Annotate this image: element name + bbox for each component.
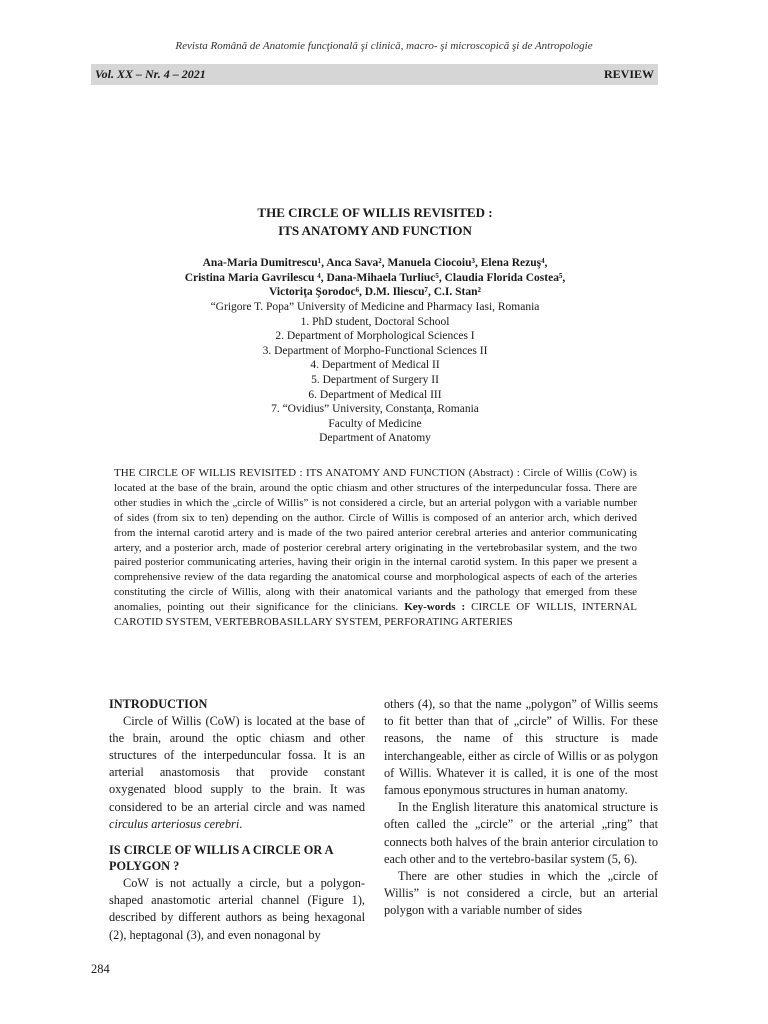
article-title xyxy=(0,204,750,240)
affiliation-line: 7. “Ovidius” University, Constanţa, Romania xyxy=(271,403,479,416)
paragraph: others (4), so that the name „polygon” of Willis seems to fit better than that of „circle” of Willis. For these reasons, the name of this structure is made interchangeable, either as circle of Willis or as polygon of Willis. Whatever it is called, it is one of the most famous eponymous structures in human anatomy. xyxy=(384,697,658,798)
paragraph: There are other studies in which the „circle of Willis” is not considered a circle, but an arterial polygon with a variable number of sides xyxy=(384,869,658,918)
title-line-1: THE CIRCLE OF WILLIS REVISITED : xyxy=(257,205,493,220)
paragraph: CoW is not actually a circle, but a polygon-shaped anastomotic arterial channel (Figure 1), described by different authors as being hexagonal (2), heptagonal (3), and even nonagonal by xyxy=(109,875,365,942)
latin-term: circulus arteriosus cerebri xyxy=(109,816,240,831)
author-list xyxy=(0,256,750,300)
paragraph: In the English literature this anatomical structure is often called the „circle” or the arterial „ring” that connects both halves of the brain anterior circulation to each other and to the vertebro-basilar system (5, 6). xyxy=(384,800,658,866)
author-line: Victoriţa Şorodoc⁶, D.M. Iliescu⁷, C.I. Stan² xyxy=(269,286,481,298)
abstract xyxy=(114,466,637,630)
affiliation-line: Department of Anatomy xyxy=(319,432,431,445)
paragraph-end: . xyxy=(239,816,243,831)
keywords: CIRCLE OF WILLIS, INTERNAL CAROTID SYSTEM, VERTEBROBASILLARY SYSTEM, PERFORATING ARTERIES xyxy=(114,601,638,629)
affiliation-line: 6. Department of Medical III xyxy=(308,388,442,401)
author-line: Ana-Maria Dumitrescu¹, Anca Sava², Manuela Ciocoiu³, Elena Rezuş⁴, xyxy=(202,257,548,269)
issue-bar xyxy=(91,64,658,85)
paragraph-text: Circle of Willis (CoW) is located at the base of the brain, around the optic chiasm and other structures of the interpeduncular fossa. It is an arterial anastomosis that provide constant oxygenated blood supply to the brain. It was considered to be an arterial circle and was named xyxy=(109,713,365,814)
affiliation-list xyxy=(0,300,750,446)
journal-name: Revista Română de Anatomie funcţională şi clinică, macro- şi microscopică şi de Antropologie xyxy=(175,40,593,52)
affiliation-line: 1. PhD student, Doctoral School xyxy=(300,315,450,328)
page-number: 284 xyxy=(91,962,110,976)
section-label: REVIEW xyxy=(603,67,654,81)
section-heading-circle-or-polygon: IS CIRCLE OF WILLIS A CIRCLE OR A POLYGON ? xyxy=(109,842,333,874)
volume-number: Vol. XX – Nr. 4 – 2021 xyxy=(95,67,206,81)
section-heading-introduction: INTRODUCTION xyxy=(109,697,208,711)
affiliation-line: 2. Department of Morphological Sciences I xyxy=(275,330,475,343)
left-column xyxy=(109,696,365,944)
author-line: Cristina Maria Gavrilescu ⁴, Dana-Mihaela Turliuc⁵, Claudia Florida Costea⁵, xyxy=(184,271,566,284)
keywords-label: Key-words : xyxy=(404,601,466,614)
affiliation-line: 5. Department of Surgery II xyxy=(311,373,439,386)
paragraph xyxy=(109,713,365,833)
affiliation-line: Faculty of Medicine xyxy=(328,417,422,430)
title-line-2: ITS ANATOMY AND FUNCTION xyxy=(278,223,472,238)
affiliation-line: 3. Department of Morpho-Functional Sciences II xyxy=(262,344,488,357)
affiliation-line: “Grigore T. Popa” University of Medicine and Pharmacy Iasi, Romania xyxy=(210,301,540,313)
abstract-text: THE CIRCLE OF WILLIS REVISITED : ITS ANATOMY AND FUNCTION (Abstract) : Circle of Willis (CoW) is located at the base of the brain, around the optic chiasm and other structures of the interpeduncular fossa. There are other studies in which the „circle of Willis” is not considered a circle, but an arterial polygon with a variable number of sides (from six to ten) depending on the author. Circle of Willis is composed of an anterior arch, which derived from the internal carotid artery and is made of the two paired anterior cerebral arteries and anterior communicating artery, and a posterior arch, made of posterior cerebral artery originating in the vertebrobasilar system, and the two paired posterior communicating arteries, having their origin in the internal carotid system. In this paper we present a comprehensive review of the data regarding the anatomical course and morphological aspects of each of the arteries constituting the circle of Willis, along with their anatomical variants and the pathology that emerged from these anomalies, pointing out their significance for the clinicians. xyxy=(114,467,637,614)
right-column xyxy=(384,696,658,920)
affiliation-line: 4. Department of Medical II xyxy=(310,359,440,372)
